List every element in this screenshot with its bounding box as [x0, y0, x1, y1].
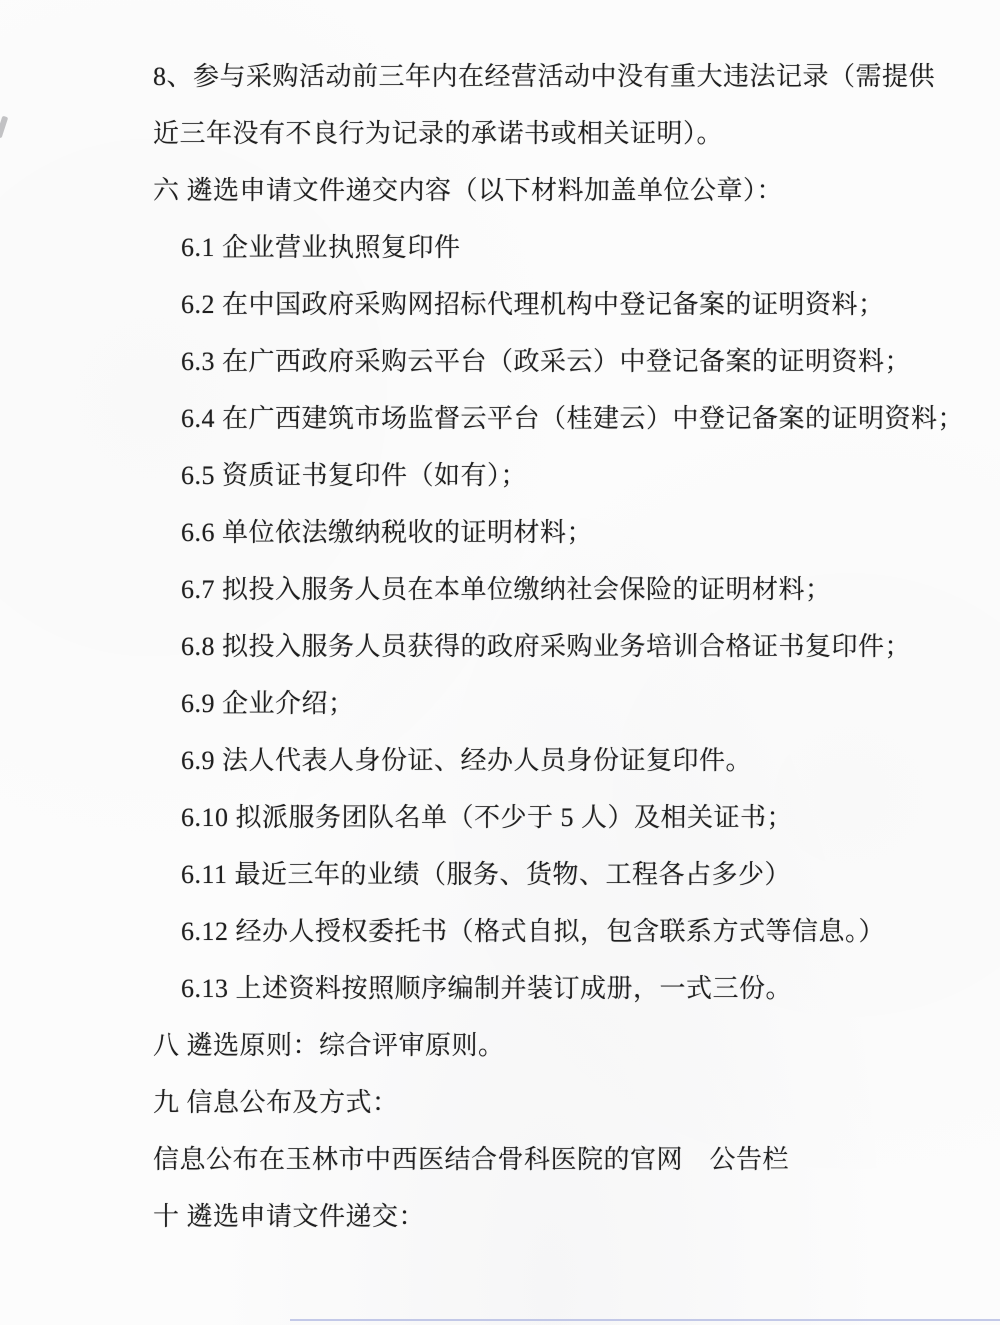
section-10-heading: 十 遴选申请文件递交： — [153, 1202, 426, 1231]
info-publish-line: 信息公布在玉林市中西医结合骨科医院的官网 公告栏 — [153, 1145, 790, 1174]
item-6-10: 6.10 拟派服务团队名单（不少于 5 人）及相关证书； — [181, 803, 794, 832]
item-6-7: 6.7 拟投入服务人员在本单位缴纳社会保险的证明材料； — [181, 575, 832, 604]
clause-8-line-2: 近三年没有不良行为记录的承诺书或相关证明）。 — [153, 119, 724, 148]
item-6-13: 6.13 上述资料按照顺序编制并装订成册，一式三份。 — [181, 974, 793, 1003]
item-6-5: 6.5 资质证书复印件（如有）； — [181, 461, 528, 490]
section-6-heading: 六 遴选申请文件递交内容（以下材料加盖单位公章）： — [153, 176, 784, 205]
item-6-11: 6.11 最近三年的业绩（服务、货物、工程各占多少） — [181, 860, 792, 889]
item-6-4: 6.4 在广西建筑市场监督云平台（桂建云）中登记备案的证明资料； — [181, 404, 965, 433]
section-8-heading: 八 遴选原则：综合评审原则。 — [153, 1031, 505, 1060]
item-6-6: 6.6 单位依法缴纳税收的证明材料； — [181, 518, 594, 547]
item-6-12: 6.12 经办人授权委托书（格式自拟，包含联系方式等信息。） — [181, 917, 886, 946]
item-6-8: 6.8 拟投入服务人员获得的政府采购业务培训合格证书复印件； — [181, 632, 912, 661]
document-text-block — [0, 48, 1000, 1245]
scan-edge-line — [290, 1319, 1000, 1321]
item-6-3: 6.3 在广西政府采购云平台（政采云）中登记备案的证明资料； — [181, 347, 912, 376]
item-6-9-id-copy: 6.9 法人代表人身份证、经办人员身份证复印件。 — [181, 746, 753, 775]
item-6-9-intro: 6.9 企业介绍； — [181, 689, 355, 718]
clause-8-line-1: 8、参与采购活动前三年内在经营活动中没有重大违法记录（需提供 — [153, 62, 936, 91]
item-6-2: 6.2 在中国政府采购网招标代理机构中登记备案的证明资料； — [181, 290, 885, 319]
section-9-heading: 九 信息公布及方式： — [153, 1088, 399, 1117]
item-6-1: 6.1 企业营业执照复印件 — [181, 233, 461, 262]
